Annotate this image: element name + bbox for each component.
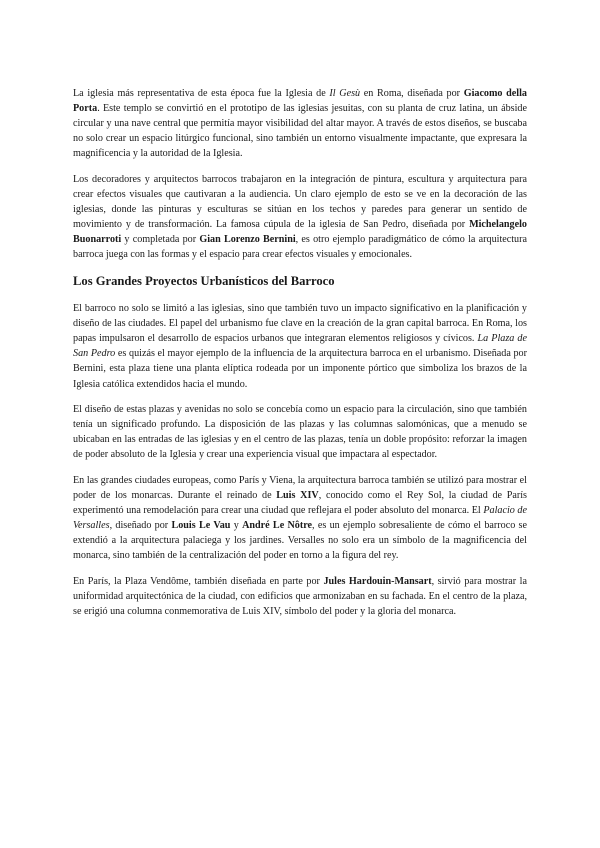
intro-section <box>73 86 527 263</box>
text-run: En París, la Plaza Vendôme, también diseñada en parte por <box>73 576 324 588</box>
section-heading: Los Grandes Proyectos Urbanísticos del Barroco <box>73 274 335 289</box>
text-run: , es un ejemplo sobresaliente de cómo el barroco se extendió a la arquitectura palaciega y los jardines. Versalles no solo era un símbolo de la magnificencia del monarca, sino también de la centralización del poder en torno a la figura del rey. <box>73 520 527 562</box>
bold-name: Jules Hardouin-Mansart <box>323 576 432 588</box>
urbanism-section <box>73 301 527 619</box>
bold-name: Gian Lorenzo Bernini <box>199 234 296 246</box>
bold-name: André Le Nôtre <box>242 520 313 532</box>
text-run: , diseñado por <box>109 520 172 532</box>
text-run: La iglesia más representativa de esta época fue la Iglesia de <box>73 88 330 99</box>
bold-name: Louis Le Vau <box>171 520 231 532</box>
text-run: , sirvió para mostrar la uniformidad arquitectónica de la ciudad, con edificios que armonizaban en su fachada. En el centro de la plaza, se erigió una columna conmemorativa de Luis XIV, símbolo del poder y la gloria del monarca. <box>73 576 527 618</box>
paragraph <box>73 574 527 619</box>
text-run: El barroco no solo se limitó a las iglesias, sino que también tuvo un impacto significativo en la planificación y diseño de las ciudades. El papel del urbanismo fue clave en la creación de la gran capital barroca. En Roma, los papas impulsaron el desarrollo de espacios urbanos que integraran elementos religiosos y cívicos. <box>73 303 527 345</box>
bold-name: Michelangelo Buonarroti <box>73 219 527 246</box>
paragraph <box>73 301 527 392</box>
paragraph <box>73 473 527 564</box>
bold-name: Luis XIV <box>276 490 319 502</box>
text-run: y <box>230 520 243 532</box>
italic-title: La Plaza de San Pedro <box>73 333 527 360</box>
text-run: y completada por <box>121 234 200 246</box>
paragraph <box>73 172 527 263</box>
bold-name: Giacomo della Porta <box>73 88 527 115</box>
text-run: en Roma, diseñada por <box>360 88 464 99</box>
text-run: . Este templo se convirtió en el prototipo de las iglesias jesuitas, con su planta de cruz latina, un ábside circular y una nave central que permitía mayor visibilidad del altar mayor. A través de estos diseños, se buscaba no solo crear un espacio litúrgico funcional, sino también un entorno visualmente impactante, que expresara la magnificencia y la autoridad de la Iglesia. <box>73 103 527 160</box>
text-run: En las grandes ciudades europeas, como París y Viena, la arquitectura barroca también se utilizó para mostrar el poder de los monarcas. Durante el reinado de <box>73 474 527 502</box>
paragraph <box>73 86 527 161</box>
italic-title: Palacio de Versalles <box>73 505 527 532</box>
text-run: El diseño de estas plazas y avenidas no solo se concebía como un espacio para la circulación, sino que también tenía un significado profundo. La disposición de las plazas y las columnas salomónicas, que a menudo se ubicaban en las entradas de las iglesias y en el centro de las plazas, tenía un doble propósito: reforzar la imagen de poder absoluto de la Iglesia y crear una experiencia visual que impactara al espectador. <box>73 404 527 461</box>
text-run: , es otro ejemplo paradigmático de cómo la arquitectura barroca juega con las formas y el espacio para crear efectos visuales y emocionales. <box>73 234 527 261</box>
text-run: es quizás el mayor ejemplo de la influencia de la arquitectura barroca en el urbanismo. Diseñada por Bernini, esta plaza tiene una planta elíptica rodeada por un imponente pórtico que simboliza los brazos de la Iglesia católica extendidos hacia el mundo. <box>73 348 527 390</box>
text-run: , conocido como el Rey Sol, la ciudad de París experimentó una remodelación para crear una ciudad que reflejara el poder absoluto del monarca. El <box>73 490 527 517</box>
italic-title: Il Gesù <box>329 88 361 99</box>
paragraph <box>73 402 527 462</box>
text-run: Los decoradores y arquitectos barrocos trabajaron en la integración de pintura, escultura y arquitectura para crear efectos visuales que cautivaran a la audiencia. Un claro ejemplo de esto se ve en la decoración de las iglesias, donde las pinturas y esculturas se sitúan en los techos y paredes para generar un sentido de movimiento y de transformación. La famosa cúpula de la iglesia de San Pedro, diseñada por <box>73 173 527 231</box>
